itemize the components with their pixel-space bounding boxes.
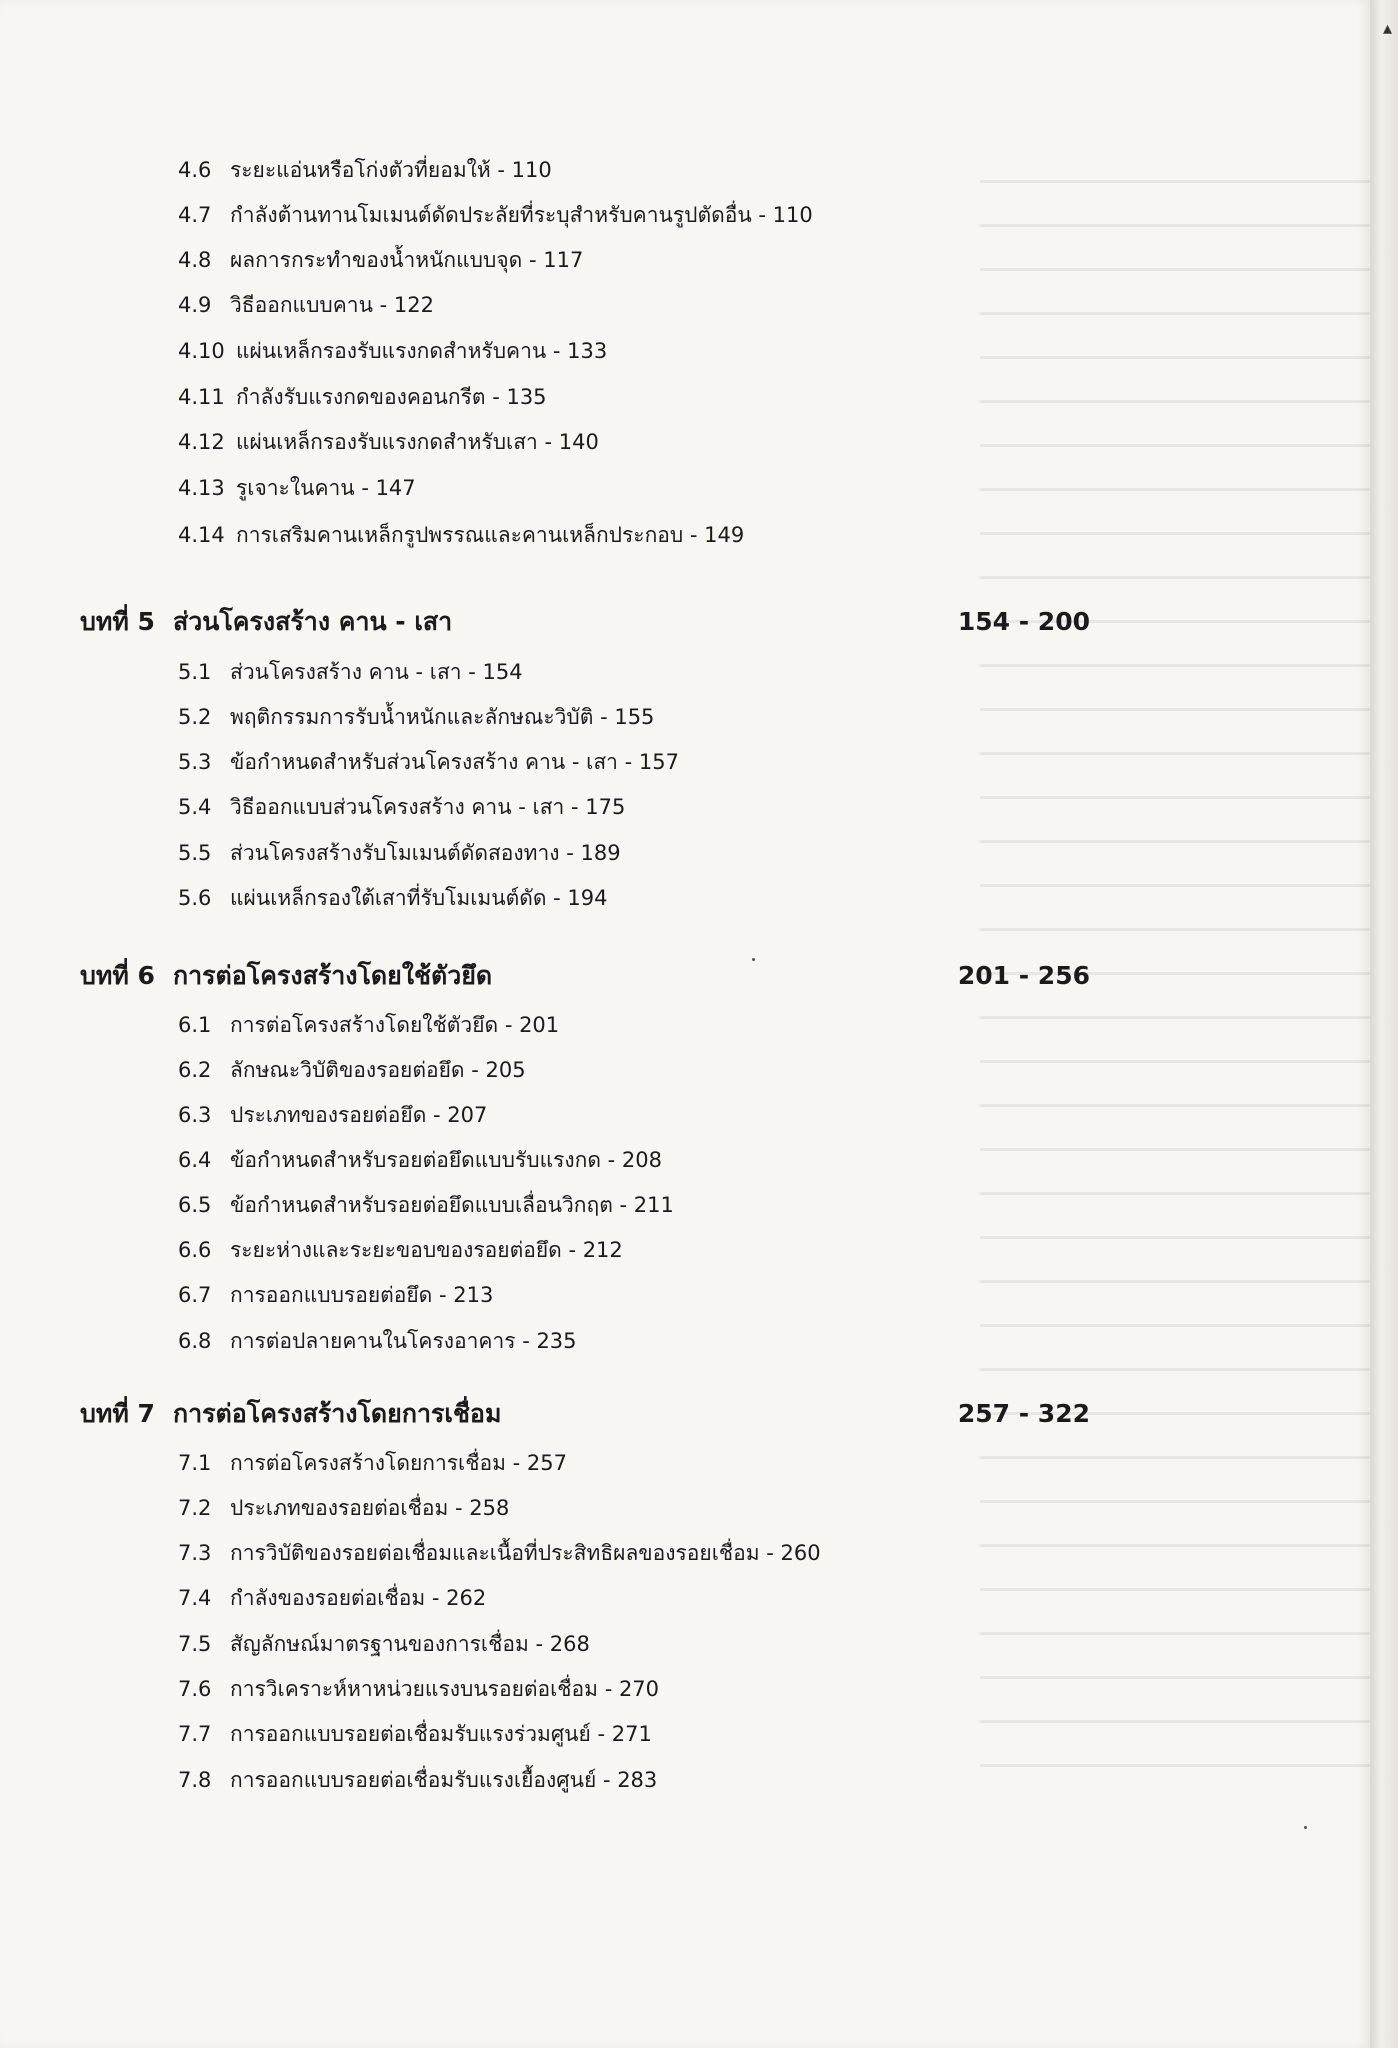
toc-entry-number: 6.7	[178, 1283, 212, 1307]
toc-entry-number: 5.4	[178, 795, 212, 819]
chapter-heading	[80, 1398, 1090, 1430]
toc-entry	[178, 1011, 559, 1039]
toc-entry-number: 7.4	[178, 1586, 212, 1610]
toc-entry-text: การออกแบบรอยต่อยึด - 213	[230, 1283, 494, 1307]
toc-entry	[178, 1327, 577, 1355]
chapter-title: การต่อโครงสร้างโดยการเชื่อม	[172, 1399, 502, 1428]
toc-entry-number: 5.3	[178, 750, 212, 774]
toc-entry-text: ข้อกำหนดสำหรับรอยต่อยึดแบบรับแรงกด - 208	[230, 1148, 662, 1172]
toc-entry-number: 5.5	[178, 841, 212, 865]
toc-entry-number: 7.1	[178, 1451, 212, 1475]
toc-entry	[178, 839, 621, 867]
toc-entry-number: 6.2	[178, 1058, 212, 1082]
toc-entry-text: การออกแบบรอยต่อเชื่อมรับแรงร่วมศูนย์ - 271	[230, 1722, 652, 1746]
toc-entry-text: ส่วนโครงสร้าง คาน - เสา - 154	[230, 660, 523, 684]
toc-entry	[178, 337, 607, 365]
toc-entry-text: รูเจาะในคาน - 147	[236, 476, 416, 500]
toc-entry-number: 7.5	[178, 1632, 212, 1656]
toc-entry-number: 4.9	[178, 293, 212, 317]
toc-entry	[178, 291, 434, 319]
toc-entry-text: วิธีออกแบบคาน - 122	[230, 293, 434, 317]
toc-entry	[178, 703, 654, 731]
toc-entry-text: ข้อกำหนดสำหรับส่วนโครงสร้าง คาน - เสา - 157	[230, 750, 679, 774]
toc-entry-text: การต่อปลายคานในโครงอาคาร - 235	[230, 1329, 577, 1353]
toc-entry	[178, 1630, 590, 1658]
page-edge	[1370, 0, 1398, 2048]
chapter-page-range: 201 - 256	[957, 961, 1090, 990]
toc-entry	[178, 383, 547, 411]
toc-entry-number: 4.14	[178, 523, 225, 547]
toc-entry	[178, 1191, 674, 1219]
toc-entry-number: 4.13	[178, 476, 225, 500]
toc-entry-number: 7.2	[178, 1496, 212, 1520]
toc-entry-number: 5.6	[178, 886, 212, 910]
toc-entry-text: พฤติกรรมการรับน้ำหนักและลักษณะวิบัติ - 155	[230, 705, 655, 729]
toc-entry-text: ประเภทของรอยต่อยึด - 207	[230, 1103, 488, 1127]
toc-entry-number: 6.6	[178, 1238, 212, 1262]
toc-entry	[178, 793, 625, 821]
chapter-title: ส่วนโครงสร้าง คาน - เสา	[172, 607, 453, 636]
toc-entry-text: การเสริมคานเหล็กรูปพรรณและคานเหล็กประกอบ - 149	[236, 523, 745, 547]
toc-entry-number: 6.4	[178, 1148, 212, 1172]
toc-entry-text: ระยะห่างและระยะขอบของรอยต่อยึด - 212	[230, 1238, 623, 1262]
toc-entry-number: 6.1	[178, 1013, 212, 1037]
toc-entry-text: ลักษณะวิบัติของรอยต่อยึด - 205	[230, 1058, 526, 1082]
toc-entry-text: การวิเคราะห์หาหน่วยแรงบนรอยต่อเชื่อม - 270	[230, 1677, 660, 1701]
toc-entry	[178, 1056, 526, 1084]
toc-entry-text: กำลังของรอยต่อเชื่อม - 262	[230, 1586, 487, 1610]
toc-entry-number: 4.11	[178, 385, 225, 409]
toc-entry-number: 4.8	[178, 248, 212, 272]
toc-entry-number: 7.7	[178, 1722, 212, 1746]
chapter-label: บทที่ 6	[80, 961, 155, 990]
toc-entry-number: 6.3	[178, 1103, 212, 1127]
page-speck	[1304, 1826, 1307, 1829]
toc-entry-number: 5.2	[178, 705, 212, 729]
toc-entry-number: 7.3	[178, 1541, 212, 1565]
toc-entry-number: 7.8	[178, 1768, 212, 1792]
toc-entry-number: 5.1	[178, 660, 212, 684]
toc-entry-number: 6.5	[178, 1193, 212, 1217]
toc-entry-text: ข้อกำหนดสำหรับรอยต่อยึดแบบเลื่อนวิกฤต - 211	[230, 1193, 674, 1217]
toc-entry	[178, 1720, 652, 1748]
toc-entry-number: 4.6	[178, 158, 212, 182]
toc-entry-text: สัญลักษณ์มาตรฐานของการเชื่อม - 268	[230, 1632, 590, 1656]
toc-entry	[178, 1101, 487, 1129]
edge-mark-icon: ▴	[1382, 18, 1392, 39]
toc-entry-text: การต่อโครงสร้างโดยใช้ตัวยึด - 201	[230, 1013, 560, 1037]
toc-entry	[178, 474, 416, 502]
chapter-label: บทที่ 7	[80, 1399, 155, 1428]
toc-entry-text: ระยะแอ่นหรือโก่งตัวที่ยอมให้ - 110	[230, 158, 552, 182]
toc-entry-text: แผ่นเหล็กรองรับแรงกดสำหรับคาน - 133	[236, 339, 608, 363]
toc-entry	[178, 1146, 662, 1174]
toc-entry-text: การต่อโครงสร้างโดยการเชื่อม - 257	[230, 1451, 567, 1475]
toc-entry-text: ส่วนโครงสร้างรับโมเมนต์ดัดสองทาง - 189	[230, 841, 621, 865]
toc-entry-text: แผ่นเหล็กรองใต้เสาที่รับโมเมนต์ดัด - 194	[230, 886, 608, 910]
toc-entry-text: วิธีออกแบบส่วนโครงสร้าง คาน - เสา - 175	[230, 795, 626, 819]
chapter-title: การต่อโครงสร้างโดยใช้ตัวยึด	[172, 961, 493, 990]
chapter-page-range: 154 - 200	[957, 607, 1090, 636]
toc-entry-text: การวิบัติของรอยต่อเชื่อมและเนื้อที่ประสิทธิผลของรอยเชื่อม - 260	[230, 1541, 821, 1565]
toc-entry	[178, 1584, 486, 1612]
toc-entry	[178, 1675, 659, 1703]
toc-entry-text: ผลการกระทำของน้ำหนักแบบจุด - 117	[230, 248, 584, 272]
chapter-label: บทที่ 5	[80, 607, 155, 636]
toc-entry	[178, 1236, 623, 1264]
toc-entry	[178, 428, 599, 456]
toc-entry-number: 7.6	[178, 1677, 212, 1701]
toc-entry-text: กำลังรับแรงกดของคอนกรีต - 135	[236, 385, 547, 409]
toc-entry-text: แผ่นเหล็กรองรับแรงกดสำหรับเสา - 140	[236, 430, 599, 454]
toc-entry-number: 4.7	[178, 203, 212, 227]
toc-entry	[178, 246, 583, 274]
chapter-heading	[80, 960, 1090, 992]
toc-entry-text: ประเภทของรอยต่อเชื่อม - 258	[230, 1496, 510, 1520]
toc-entry	[178, 1539, 821, 1567]
toc-entry-number: 4.10	[178, 339, 225, 363]
chapter-heading	[80, 606, 1090, 638]
toc-entry	[178, 1281, 493, 1309]
toc-entry	[178, 884, 608, 912]
toc-entry-number: 6.8	[178, 1329, 212, 1353]
toc-entry-number: 4.12	[178, 430, 225, 454]
toc-entry-text: การออกแบบรอยต่อเชื่อมรับแรงเยื้องศูนย์ - 283	[230, 1768, 658, 1792]
toc-entry	[178, 1494, 509, 1522]
toc-entry	[178, 201, 813, 229]
toc-entry	[178, 156, 552, 184]
toc-entry	[178, 1766, 657, 1794]
toc-entry	[178, 521, 744, 549]
toc-entry	[178, 748, 679, 776]
toc-entry-text: กำลังต้านทานโมเมนต์ดัดประลัยที่ระบุสำหรับคานรูปตัดอื่น - 110	[230, 203, 813, 227]
chapter-page-range: 257 - 322	[957, 1399, 1090, 1428]
toc-entry	[178, 1449, 567, 1477]
toc-entry	[178, 658, 523, 686]
